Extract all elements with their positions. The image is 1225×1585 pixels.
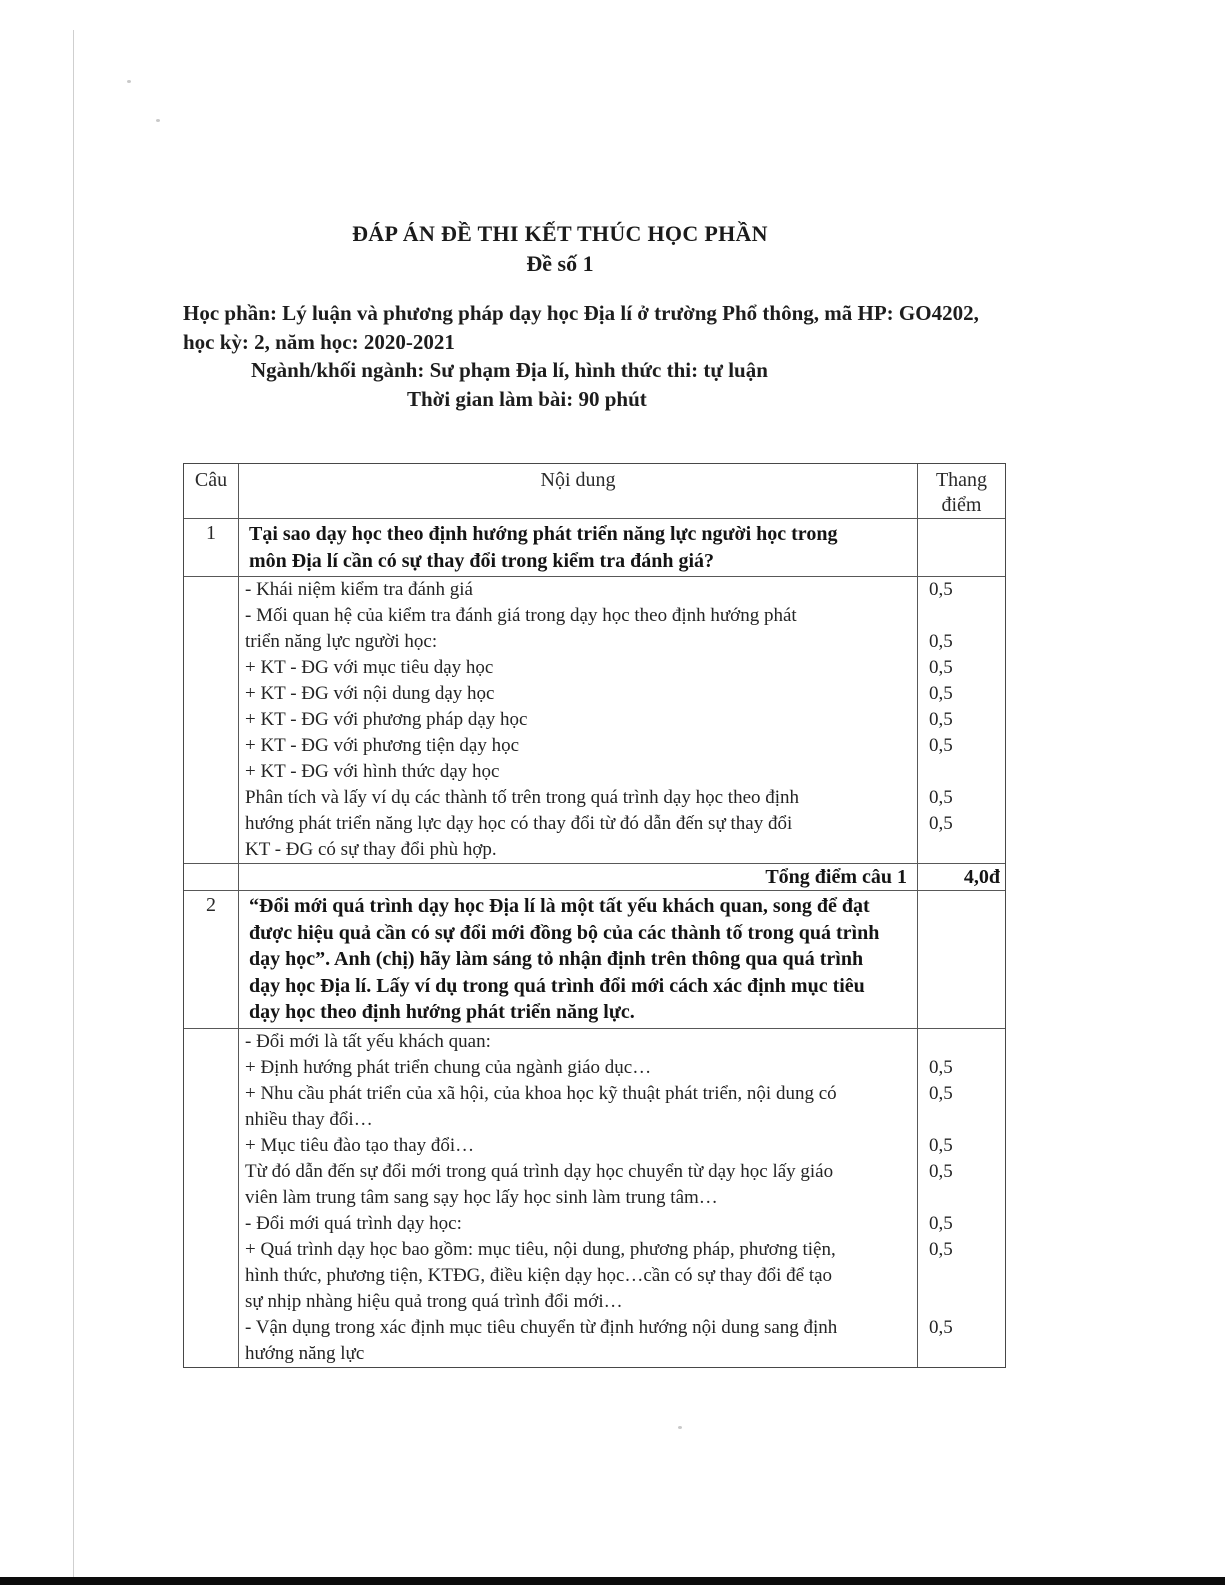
answer-line: [184, 1237, 1005, 1263]
answer-text: + KT - ĐG với hình thức dạy học: [245, 761, 500, 782]
scan-speck: [127, 80, 131, 83]
course-info-line: Thời gian làm bài: 90 phút: [407, 386, 647, 411]
answer-text: - Khái niệm kiểm tra đánh giá: [245, 579, 473, 600]
answer-text: hướng năng lực: [245, 1342, 365, 1364]
answer-text: + Quá trình dạy học bao gồm: mục tiêu, nội dung, phương pháp, phương tiện,: [245, 1238, 836, 1260]
answer-text: - Mối quan hệ của kiểm tra đánh giá trong dạy học theo định hướng phát: [245, 605, 797, 626]
question-text-line: môn Địa lí cần có sự thay đổi trong kiểm tra đánh giá?: [249, 549, 714, 572]
question-text-line: “Đổi mới quá trình dạy học Địa lí là một tất yếu khách quan, song để đạt: [249, 895, 870, 917]
score-cell: [917, 1289, 1005, 1315]
header-content: Nội dung: [540, 469, 616, 491]
answer-line: [184, 1341, 1005, 1367]
question-text-line: dạy học”. Anh (chị) hãy làm sáng tỏ nhận định trên thông qua quá trình: [249, 948, 864, 970]
answer-line: [184, 1315, 1005, 1341]
course-info-line: Ngành/khối ngành: Sư phạm Địa lí, hình thức thi: tự luận: [251, 358, 768, 382]
answer-text: Từ đó dẫn đến sự đổi mới trong quá trình dạy học chuyển từ dạy học lấy giáo: [245, 1160, 834, 1182]
scan-fold-line: [73, 30, 74, 1578]
score-cell: [917, 519, 1005, 576]
question-number-spacer: [184, 1185, 239, 1211]
question-number-spacer: [184, 629, 239, 655]
score-cell: 0,5: [917, 1315, 1005, 1341]
document-title: ĐÁP ÁN ĐỀ THI KẾT THÚC HỌC PHẦN: [352, 221, 768, 246]
question-number-spacer: [184, 1107, 239, 1133]
question-number-spacer: [184, 707, 239, 733]
table-header-row: [184, 464, 1005, 519]
score-cell: [917, 759, 1005, 785]
answer-line: [184, 1029, 1005, 1055]
score-cell: 0,5: [917, 1055, 1005, 1081]
question-number-spacer: [184, 1211, 239, 1237]
table-body: [184, 519, 1005, 1367]
answer-line: [184, 1159, 1005, 1185]
answer-text: - Vận dụng trong xác định mục tiêu chuyển từ định hướng nội dung sang định: [245, 1316, 838, 1338]
answer-line: [184, 837, 1005, 863]
answer-line: [184, 707, 1005, 733]
question-text: [239, 519, 917, 576]
answer-text: + Nhu cầu phát triển của xã hội, của khoa học kỹ thuật phát triển, nội dung có: [245, 1082, 837, 1104]
answer-line: [184, 603, 1005, 629]
question-row: [184, 519, 1005, 577]
question-number-spacer: [184, 577, 239, 603]
score-cell: 0,5: [917, 577, 1005, 603]
question-number-spacer: [184, 1159, 239, 1185]
total-row: [184, 863, 1005, 891]
course-info-line: học kỳ: 2, năm học: 2020-2021: [183, 329, 455, 354]
answer-line: [184, 1055, 1005, 1081]
answer-text: + KT - ĐG với phương tiện dạy học: [245, 735, 519, 756]
score-cell: [917, 1107, 1005, 1133]
question-number-spacer: [184, 759, 239, 785]
answer-line: [184, 785, 1005, 811]
header-score: Thang điểm: [917, 464, 1005, 518]
score-cell: 0,5: [917, 785, 1005, 811]
answer-text: KT - ĐG có sự thay đổi phù hợp.: [245, 839, 497, 860]
answer-text: hướng phát triển năng lực dạy học có thay đổi từ đó dẫn đến sự thay đổi: [245, 813, 793, 834]
question-number-spacer: [184, 1133, 239, 1159]
question-number: 1: [184, 519, 239, 576]
heading-block: [183, 219, 937, 279]
answer-text: Phân tích và lấy ví dụ các thành tố trên trong quá trình dạy học theo định: [245, 787, 800, 808]
score-cell: 0,5: [917, 1159, 1005, 1185]
question-number-spacer: [184, 1341, 239, 1367]
answer-text: sự nhịp nhàng hiệu quả trong quá trình đổi mới…: [245, 1290, 623, 1312]
answer-text: + Định hướng phát triển chung của ngành giáo dục…: [245, 1056, 652, 1078]
answer-text: + KT - ĐG với phương pháp dạy học: [245, 709, 528, 730]
question-number-spacer: [184, 1029, 239, 1055]
total-score: 4,0đ: [917, 864, 1005, 890]
question-text-line: được hiệu quả cần có sự đổi mới đồng bộ của các thành tố trong quá trình: [249, 921, 880, 944]
score-cell: 0,5: [917, 629, 1005, 655]
scanner-edge-bar: [0, 1577, 1225, 1585]
score-cell: [917, 1185, 1005, 1211]
score-cell: 0,5: [917, 707, 1005, 733]
score-cell: 0,5: [917, 655, 1005, 681]
question-text-line: dạy học theo định hướng phát triển năng lực.: [249, 1001, 635, 1023]
answer-text: hình thức, phương tiện, KTĐG, điều kiện dạy học…cần có sự thay đổi để tạo: [245, 1264, 833, 1286]
score-cell: [917, 891, 1005, 1028]
question-number-spacer: [184, 1237, 239, 1263]
answer-line: [184, 655, 1005, 681]
question-number-spacer: [184, 1289, 239, 1315]
answer-line: [184, 577, 1005, 603]
question-number-spacer: [184, 1081, 239, 1107]
question-number-spacer: [184, 733, 239, 759]
score-cell: 0,5: [917, 811, 1005, 837]
score-cell: [917, 603, 1005, 629]
question-text-line: Tại sao dạy học theo định hướng phát triển năng lực người học trong: [249, 523, 838, 545]
question-number-spacer: [184, 1055, 239, 1081]
score-cell: [917, 1029, 1005, 1055]
answer-line: [184, 733, 1005, 759]
answer-text: viên làm trung tâm sang sạy học lấy học sinh làm trung tâm…: [245, 1186, 718, 1208]
score-cell: 0,5: [917, 1211, 1005, 1237]
question-row: [184, 891, 1005, 1029]
header-question-no: Câu: [184, 464, 239, 518]
score-cell: 0,5: [917, 733, 1005, 759]
score-cell: [917, 1341, 1005, 1367]
course-info-block: [183, 299, 1083, 413]
question-number-spacer: [184, 1315, 239, 1341]
answer-text: + KT - ĐG với mục tiêu dạy học: [245, 657, 494, 678]
answer-line: [184, 1081, 1005, 1107]
answer-key-table: [183, 463, 1006, 1368]
question-text: [239, 891, 917, 1028]
answer-line: [184, 681, 1005, 707]
answer-text: nhiều thay đổi…: [245, 1108, 373, 1130]
question-number-spacer: [184, 837, 239, 863]
scan-speck: [156, 119, 160, 122]
answer-line: [184, 629, 1005, 655]
answer-line: [184, 1289, 1005, 1315]
document-subtitle: Đề số 1: [526, 251, 594, 276]
answer-line: [184, 1133, 1005, 1159]
score-cell: 0,5: [917, 681, 1005, 707]
answer-line: [184, 1263, 1005, 1289]
question-number: 2: [184, 891, 239, 1028]
question-number-spacer: [184, 655, 239, 681]
score-cell: [917, 837, 1005, 863]
answer-text: triển năng lực người học:: [245, 631, 438, 652]
answer-text: + Mục tiêu đào tạo thay đổi…: [245, 1134, 475, 1156]
question-number-spacer: [184, 1263, 239, 1289]
answer-text: - Đổi mới là tất yếu khách quan:: [245, 1030, 491, 1052]
answer-line: [184, 1185, 1005, 1211]
score-cell: [917, 1263, 1005, 1289]
scan-speck: [678, 1426, 682, 1429]
answer-line: [184, 811, 1005, 837]
question-number-spacer: [184, 785, 239, 811]
answer-line: [184, 1107, 1005, 1133]
question-number-spacer: [184, 603, 239, 629]
question-text-line: dạy học Địa lí. Lấy ví dụ trong quá trình đổi mới cách xác định mục tiêu: [249, 974, 865, 997]
answer-text: - Đổi mới quá trình dạy học:: [245, 1212, 462, 1234]
score-cell: 0,5: [917, 1133, 1005, 1159]
question-number-spacer: [184, 811, 239, 837]
answer-line: [184, 1211, 1005, 1237]
total-label: Tổng điểm câu 1: [765, 866, 907, 888]
answer-line: [184, 759, 1005, 785]
course-info-line: Học phần: Lý luận và phương pháp dạy học Địa lí ở trường Phổ thông, mã HP: GO4202,: [183, 301, 979, 325]
score-cell: 0,5: [917, 1237, 1005, 1263]
question-number-spacer: [184, 681, 239, 707]
question-number-spacer: [184, 864, 239, 890]
answer-text: + KT - ĐG với nội dung dạy học: [245, 683, 495, 704]
score-cell: 0,5: [917, 1081, 1005, 1107]
